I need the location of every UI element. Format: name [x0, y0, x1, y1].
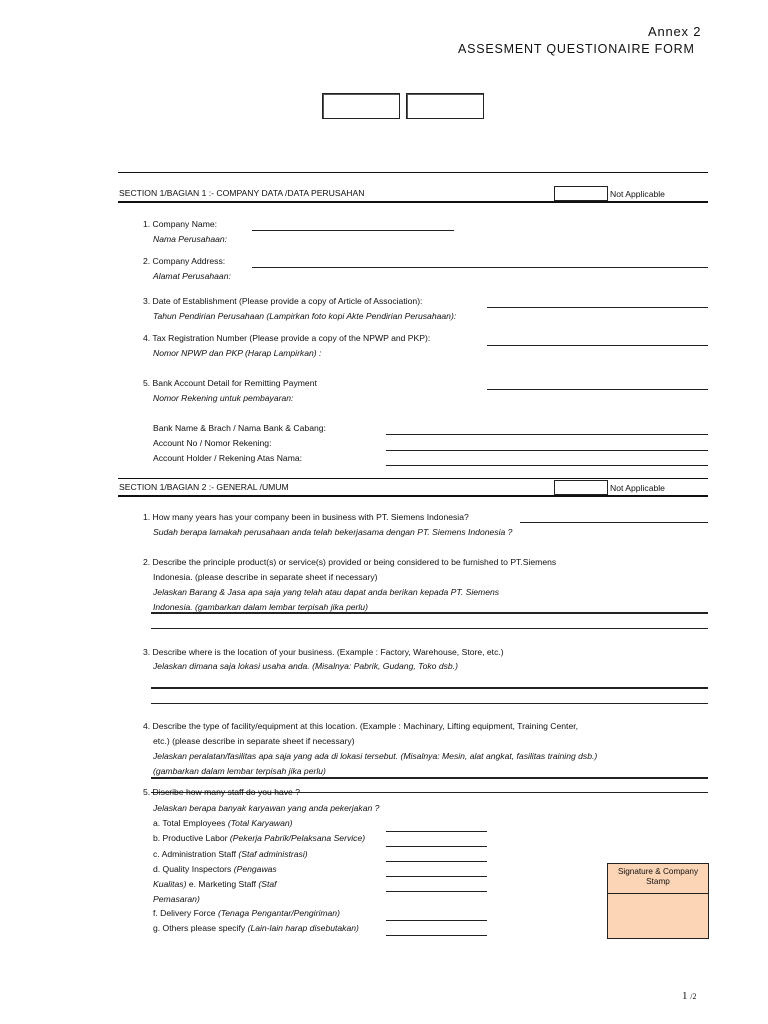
- tax-number-field[interactable]: [487, 345, 708, 346]
- facility-label-2: etc.) (please describe in separate sheet if necessary): [153, 736, 355, 746]
- section1-top-rule: [118, 172, 708, 173]
- company-name-label-id: Nama Perusahaan:: [153, 234, 228, 244]
- facility-field-1[interactable]: [151, 777, 708, 779]
- products-services-label-id-2: Indonesia. (gambarkan dalam lembar terpisah jika perlu): [153, 602, 368, 612]
- business-location-field-1[interactable]: [151, 687, 708, 689]
- company-name-field[interactable]: [252, 230, 454, 231]
- bank-account-label: 5. Bank Account Detail for Remitting Payment: [143, 378, 317, 388]
- staff-count-label: 5. Discribe how many staff do you have ?: [143, 787, 300, 797]
- establishment-date-label-id: Tahun Pendirian Perusahaan (Lampirkan foto kopi Akte Pendirian Perusahaan):: [153, 311, 457, 321]
- staff-total-field[interactable]: [386, 831, 487, 832]
- section1-bottom-rule: [118, 201, 708, 203]
- section1-not-applicable-label: Not Applicable: [610, 189, 665, 199]
- staff-delivery-label: f. Delivery Force (Tenaga Pengantar/Pengiriman): [153, 908, 340, 918]
- company-address-label: 2. Company Address:: [143, 256, 226, 266]
- account-no-label: Account No / Nomor Rekening:: [153, 438, 272, 448]
- section2-top-rule: [118, 478, 708, 479]
- company-address-field[interactable]: [252, 267, 708, 268]
- business-location-label: 3. Describe where is the location of your business. (Example : Factory, Warehouse, Store, etc.): [143, 647, 504, 657]
- staff-quality-label: d. Quality Inspectors (Pengawas: [153, 864, 277, 874]
- reference-box-1[interactable]: [322, 93, 400, 119]
- section2-title: SECTION 1/BAGIAN 2 :- GENERAL /UMUM: [119, 482, 289, 492]
- facility-label-id: Jelaskan peralatan/fasilitas apa saja yang ada di lokasi tersebut. (Misalnya: Mesin, alat angkat, fasilitas training dsb.): [153, 751, 598, 761]
- signature-stamp-title: Signature & Company: [617, 867, 699, 876]
- business-location-field-2[interactable]: [151, 703, 708, 704]
- tax-number-label: 4. Tax Registration Number (Please provide a copy of the NPWP and PKP):: [143, 333, 431, 343]
- section1-not-applicable-checkbox[interactable]: [554, 186, 608, 201]
- page-number: 1 /2: [682, 990, 697, 1002]
- years-in-business-label: 1. How many years has your company been in business with PT. Siemens Indonesia?: [143, 512, 469, 522]
- staff-marketing-field[interactable]: [386, 891, 487, 892]
- staff-count-label-id: Jelaskan berapa banyak karyawan yang anda pekerjakan ?: [153, 803, 380, 813]
- bank-name-label: Bank Name & Brach / Nama Bank & Cabang:: [153, 423, 326, 433]
- section2-bottom-rule: [118, 495, 708, 497]
- bank-name-field[interactable]: [386, 434, 708, 435]
- staff-admin-field[interactable]: [386, 861, 487, 862]
- staff-delivery-field[interactable]: [386, 920, 487, 921]
- products-services-field-2[interactable]: [151, 628, 708, 629]
- staff-admin-label: c. Administration Staff (Staf administrasi): [153, 849, 308, 859]
- signature-stamp-header: [608, 864, 708, 894]
- years-in-business-field[interactable]: [520, 522, 708, 523]
- company-address-label-id: Alamat Perusahaan:: [153, 271, 231, 281]
- section2-not-applicable-checkbox[interactable]: [554, 480, 608, 495]
- signature-stamp-box[interactable]: [607, 863, 709, 939]
- products-services-label-2: Indonesia. (please describe in separate sheet if necessary): [153, 572, 378, 582]
- bank-account-label-id: Nomor Rekening untuk pembayaran:: [153, 393, 294, 403]
- section1-title: SECTION 1/BAGIAN 1 :- COMPANY DATA /DATA PERUSAHAN: [119, 188, 365, 198]
- products-services-field-1[interactable]: [151, 612, 708, 614]
- facility-label-id-2: (gambarkan dalam lembar terpisah jika perlu): [153, 766, 326, 776]
- staff-marketing-label: Kualitas) e. Marketing Staff (Staf: [153, 879, 277, 889]
- staff-total-label: a. Total Employees (Total Karyawan): [153, 818, 293, 828]
- account-no-field[interactable]: [386, 450, 708, 451]
- signature-stamp-subtitle: Stamp: [646, 877, 670, 886]
- products-services-label-id: Jelaskan Barang & Jasa apa saja yang telah atau dapat anda berikan kepada PT. Siemens: [153, 587, 500, 597]
- staff-others-label: g. Others please specify (Lain-lain harap disebutakan): [153, 923, 359, 933]
- staff-others-field[interactable]: [386, 935, 487, 936]
- years-in-business-label-id: Sudah berapa lamakah perusahaan anda telah bekerjasama dengan PT. Siemens Indonesia ?: [153, 527, 513, 537]
- business-location-label-id: Jelaskan dimana saja lokasi usaha anda. (Misalnya: Pabrik, Gudang, Toko dsb.): [153, 661, 458, 671]
- staff-productive-label: b. Productive Labor (Pekerja Pabrik/Pelaksana Service): [153, 833, 366, 843]
- form-title: ASSESMENT QUESTIONAIRE FORM: [458, 42, 695, 56]
- company-name-label: 1. Company Name:: [143, 219, 218, 229]
- products-services-label: 2. Describe the principle product(s) or service(s) provided or being considered to be furnished to PT.Siemens: [143, 557, 557, 567]
- staff-quality-field[interactable]: [386, 876, 487, 877]
- section2-not-applicable-label: Not Applicable: [610, 483, 665, 493]
- reference-box-2[interactable]: [406, 93, 484, 119]
- establishment-date-label: 3. Date of Establishment (Please provide a copy of Article of Association):: [143, 296, 423, 306]
- account-holder-label: Account Holder / Rekening Atas Nama:: [153, 453, 303, 463]
- facility-label: 4. Describe the type of facility/equipment at this location. (Example : Machinary, Lifting equipment, Training Center,: [143, 721, 578, 731]
- bank-account-field[interactable]: [487, 389, 708, 390]
- account-holder-field[interactable]: [386, 465, 708, 466]
- annex-label: Annex 2: [648, 24, 702, 39]
- tax-number-label-id: Nomor NPWP dan PKP (Harap Lampirkan) :: [153, 348, 322, 358]
- staff-productive-field[interactable]: [386, 846, 487, 847]
- establishment-date-field[interactable]: [487, 307, 708, 308]
- staff-marketing-label-2: Pemasaran): [153, 894, 200, 904]
